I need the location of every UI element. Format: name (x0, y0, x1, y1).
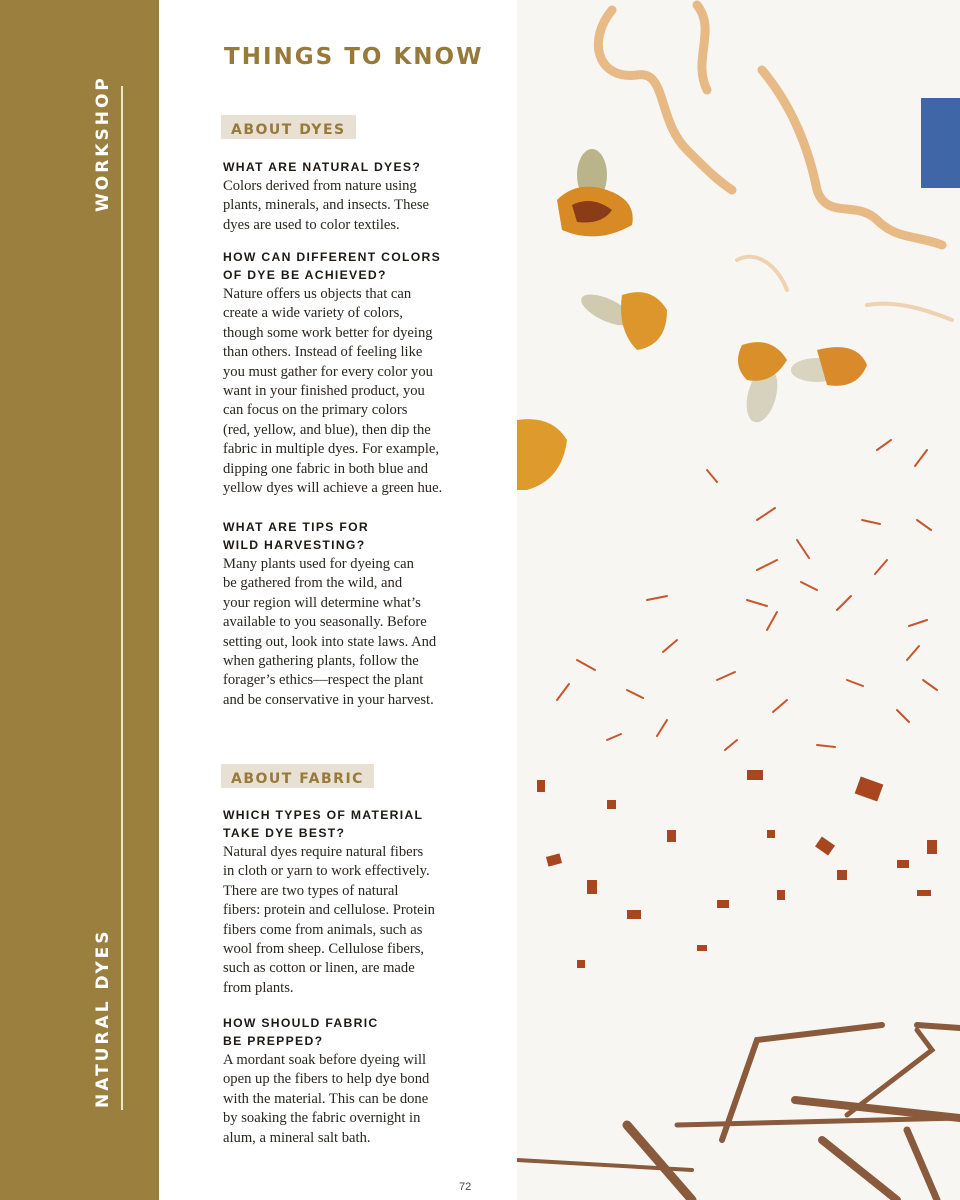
natural-dye-materials-photo (517, 0, 960, 1200)
answer: Nature offers us objects that can create a wide variety of colors, though some work better for dyeing than others. Instead of feeling like you must gather for every color you want in your finished product, you can focus on the primary colors (red, yellow, and blue), then dip the fabric in multiple dyes. For example, dipping one fabric in both blue and yellow dyes will achieve a green hue. (223, 286, 443, 497)
qa-material-types (223, 806, 473, 998)
twigs (517, 1025, 960, 1200)
sidebar-label-workshop: WORKSHOP (93, 75, 113, 212)
qa-natural-dyes (223, 158, 473, 235)
blue-fabric-swatch (921, 98, 960, 188)
question: WHICH TYPES OF MATERIAL TAKE DYE BEST? (223, 808, 424, 840)
wood-chips (537, 770, 937, 968)
question: WHAT ARE NATURAL DYES? (223, 160, 422, 174)
qa-different-colors (223, 248, 473, 498)
page-title: THINGS TO KNOW (224, 44, 484, 70)
photo-illustration (517, 0, 960, 1200)
safflower-petals (557, 440, 937, 750)
sidebar-divider-line (121, 86, 123, 1110)
answer: Many plants used for dyeing can be gathered from the wild, and your region will determine what’s available to you seasonally. Before setting out, look into state laws. And when gathering plants, follow the forager’s ethics—respect the plant and be conservative in your harvest. (223, 556, 437, 708)
question: HOW CAN DIFFERENT COLORS OF DYE BE ACHIEVED? (223, 250, 442, 282)
qa-wild-harvesting (223, 518, 473, 710)
page-number: 72 (459, 1181, 472, 1193)
sidebar-label-natural-dyes: NATURAL DYES (93, 928, 113, 1108)
answer: A mordant soak before dyeing will open up the fibers to help dye bond with the material. This can be done by soaking the fabric overnight in alum, a mineral salt bath. (223, 1052, 430, 1146)
text-column (159, 0, 517, 1200)
question: WHAT ARE TIPS FOR WILD HARVESTING? (223, 520, 369, 552)
qa-fabric-prep (223, 1014, 473, 1148)
section-tag-about-fabric: ABOUT FABRIC (221, 764, 374, 788)
answer: Natural dyes require natural fibers in cloth or yarn to work effectively. There are two types of natural fibers: protein and cellulose. Protein fibers come from animals, such as wool from sheep. Cellulose fibers, such as cotton or linen, are made from plants. (223, 844, 435, 996)
marigold-flowers (517, 149, 867, 490)
section-tag-about-dyes: ABOUT DYES (221, 115, 356, 139)
answer: Colors derived from nature using plants, minerals, and insects. These dyes are used to color textiles. (223, 178, 430, 233)
wood-shavings (598, 5, 952, 320)
question: HOW SHOULD FABRIC BE PREPPED? (223, 1016, 379, 1048)
sidebar-band (0, 0, 159, 1200)
